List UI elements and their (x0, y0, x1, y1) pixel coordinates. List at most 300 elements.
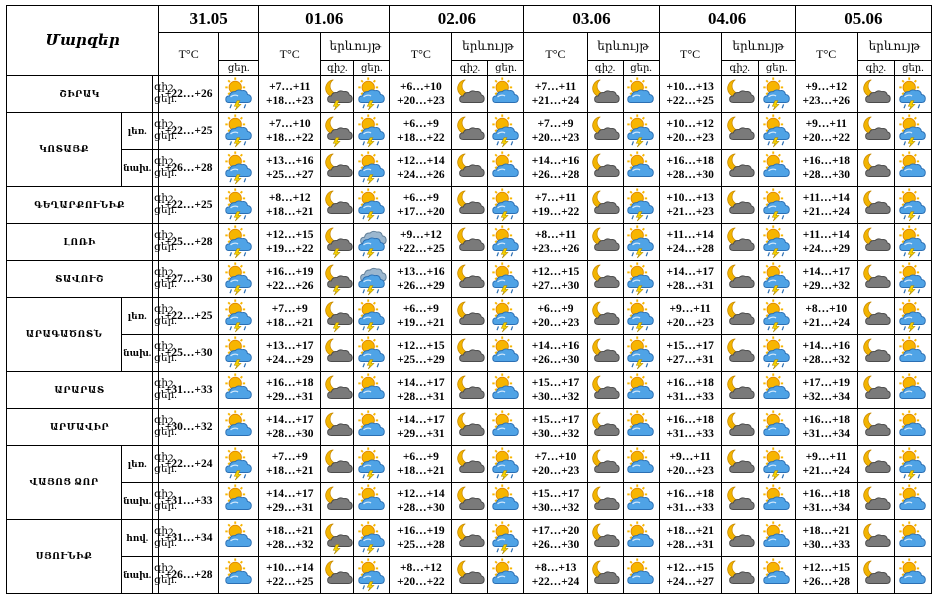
day-temp: +26…+29 (397, 280, 445, 292)
sun-cloud-storm-icon (623, 335, 659, 372)
temperature-cell (795, 446, 857, 483)
sun-cloud-storm-icon (488, 187, 524, 224)
temperature-cell (259, 335, 321, 372)
sun-cloud-storm-icon (219, 150, 259, 187)
day-label: ցեր. (154, 501, 177, 512)
night-temp: +8…+11 (534, 229, 577, 241)
sun-cloud-storm-icon (488, 298, 524, 335)
temperature-cell (259, 187, 321, 224)
day-temp: +18…+23 (265, 95, 314, 107)
temperature-cell (390, 520, 452, 557)
sun-cloud-storm-icon (354, 150, 390, 187)
sun-cloud-icon (219, 483, 259, 520)
night-temp: +16…+18 (666, 155, 714, 167)
temperature-cell (259, 298, 321, 335)
region-name: ԱՐՄԱՎԻՐ (7, 409, 153, 446)
day-temp: +20…+23 (397, 95, 445, 107)
sun-cloud-icon (488, 409, 524, 446)
day-temp: +28…+31 (397, 391, 445, 403)
sun-cloud-icon (623, 483, 659, 520)
day-temp: +18…+22 (265, 132, 314, 144)
day-label: ցեր. (154, 316, 177, 327)
temperature-cell (524, 335, 587, 372)
moon-cloud-icon (721, 520, 758, 557)
moon-cloud-icon (857, 150, 894, 187)
sun-cloud-storm-icon (758, 335, 795, 372)
day-temp: +18…+22 (397, 132, 445, 144)
day-temp: +32…+34 (802, 391, 851, 403)
moon-cloud-icon (452, 224, 488, 261)
region-name: ԿՈՏԱՅՔ (7, 113, 122, 187)
night-temp: +11…+14 (802, 192, 850, 204)
region-name: ԱՐԱՐԱՏ (7, 372, 153, 409)
day-temp: +31…+33 (666, 502, 714, 514)
forecast-row (7, 557, 932, 594)
sun-cloud-storm-icon (219, 224, 259, 261)
night-temp: +12…+15 (397, 340, 445, 352)
night-temp: +14…+17 (666, 266, 714, 278)
day-temp: +18…+21 (397, 465, 445, 477)
region-name: ՇԻՐԱԿ (7, 76, 153, 113)
night-subheader: գիշ. (452, 61, 488, 76)
day-temp: +23…+26 (802, 95, 851, 107)
day-temp: +26…+28 (531, 169, 580, 181)
temperature-cell (795, 520, 857, 557)
day-temp: +21…+24 (531, 95, 580, 107)
day-temp: +30…+32 (531, 502, 580, 514)
day-label: ցեր. (154, 205, 177, 216)
night-label: գիշ. (154, 341, 176, 352)
temperature-cell (659, 298, 721, 335)
sun-cloud-icon (219, 409, 259, 446)
night-temp: +16…+19 (397, 525, 445, 537)
moon-cloud-icon (321, 335, 354, 372)
weather-header: երևույթ (587, 33, 659, 61)
moon-cloud-icon (721, 187, 758, 224)
moon-cloud-icon (587, 557, 623, 594)
day-temp: +31…+34 (802, 502, 851, 514)
moon-cloud-icon (452, 483, 488, 520)
day-temp: +24…+29 (802, 243, 851, 255)
sun-cloud-icon (894, 372, 931, 409)
forecast-row (7, 76, 932, 113)
sun-cloud-storm-icon (894, 298, 931, 335)
moon-cloud-icon (587, 483, 623, 520)
day-label: ցեր. (154, 94, 177, 105)
day-temp: +28…+30 (802, 169, 851, 181)
day-temp: +20…+23 (531, 465, 580, 477)
temperature-cell (259, 446, 321, 483)
sun-cloud-storm-icon (219, 187, 259, 224)
sun-cloud-storm-icon (623, 298, 659, 335)
moon-cloud-icon (721, 557, 758, 594)
temperature-cell: +31…+33 (159, 372, 219, 409)
night-temp: +6…+9 (402, 192, 439, 204)
sun-cloud-storm-icon (623, 187, 659, 224)
night-temp: +14…+16 (531, 155, 580, 167)
sun-cloud-storm-icon (219, 335, 259, 372)
temperature-cell (795, 298, 857, 335)
night-temp: +12…+15 (666, 562, 714, 574)
sun-cloud-icon (488, 335, 524, 372)
sun-cloud-icon (894, 520, 931, 557)
subregion-label: նախ. (122, 335, 153, 372)
temperature-cell (390, 372, 452, 409)
night-label: գիշ. (154, 489, 176, 500)
sun-cloud-icon (894, 557, 931, 594)
sun-cloud-icon (488, 372, 524, 409)
night-subheader: գիշ. (857, 61, 894, 76)
night-temp: +6…+9 (402, 118, 439, 130)
sun-cloud-storm-icon (488, 224, 524, 261)
night-temp: +17…+20 (531, 525, 580, 537)
moon-cloud-icon (721, 298, 758, 335)
moon-cloud-icon (452, 372, 488, 409)
night-temp: +12…+14 (397, 155, 445, 167)
temperature-cell (795, 409, 857, 446)
moon-cloud-icon (452, 335, 488, 372)
date-header: 31.05 (159, 6, 259, 33)
moon-cloud-storm-icon (321, 298, 354, 335)
night-temp: +7…+11 (269, 81, 311, 93)
temperature-cell (524, 557, 587, 594)
night-label: գիշ. (154, 378, 176, 389)
day-temp: +31…+34 (802, 428, 851, 440)
moon-cloud-icon (721, 224, 758, 261)
day-label: ցեր. (154, 390, 177, 401)
day-temp: +20…+23 (666, 132, 714, 144)
sun-cloud-icon (894, 150, 931, 187)
night-temp: +14…+17 (265, 488, 314, 500)
moon-cloud-icon (857, 76, 894, 113)
temperature-cell (524, 261, 587, 298)
moon-cloud-icon (452, 446, 488, 483)
temperature-cell (524, 409, 587, 446)
day-temp: +30…+33 (802, 539, 851, 551)
moon-cloud-icon (857, 520, 894, 557)
night-temp: +9…+11 (669, 303, 711, 315)
night-temp: +15…+17 (531, 414, 580, 426)
moon-cloud-storm-icon (321, 224, 354, 261)
day-temp: +18…+21 (265, 317, 314, 329)
day-temp: +26…+30 (531, 354, 580, 366)
sun-cloud-icon (758, 520, 795, 557)
day-temp: +29…+31 (265, 502, 314, 514)
sun-cloud-icon (219, 372, 259, 409)
moon-cloud-icon (721, 76, 758, 113)
night-temp: +11…+14 (666, 229, 714, 241)
temperature-cell (390, 150, 452, 187)
night-temp: +10…+13 (666, 192, 714, 204)
night-temp: +13…+17 (265, 340, 314, 352)
temp-header: T°C (524, 33, 587, 76)
temperature-cell: +22…+25 (159, 187, 219, 224)
night-temp: +12…+15 (531, 266, 580, 278)
moon-cloud-icon (587, 150, 623, 187)
day-temp: +25…+28 (397, 539, 445, 551)
forecast-row (7, 224, 932, 261)
temperature-cell (795, 187, 857, 224)
temperature-cell (659, 483, 721, 520)
temperature-cell (795, 483, 857, 520)
night-temp: +14…+17 (802, 266, 851, 278)
day-temp: +25…+29 (397, 354, 445, 366)
night-temp: +15…+17 (531, 377, 580, 389)
day-temp: +19…+22 (531, 206, 580, 218)
moon-cloud-icon (857, 483, 894, 520)
temperature-cell (259, 372, 321, 409)
night-temp: +12…+15 (802, 562, 851, 574)
day-temp: +27…+31 (666, 354, 714, 366)
temp-header: T°C (159, 33, 219, 76)
night-subheader: գիշ. (587, 61, 623, 76)
temperature-cell: +25…+30 (159, 335, 219, 372)
night-temp: +14…+17 (265, 414, 314, 426)
temperature-cell (659, 520, 721, 557)
subregion-label: նախ. (122, 557, 153, 594)
temperature-cell (524, 446, 587, 483)
forecast-row (7, 150, 932, 187)
night-temp: +10…+14 (265, 562, 314, 574)
sun-cloud-storm-icon (354, 187, 390, 224)
sun-cloud-storm-icon (894, 446, 931, 483)
night-label: գիշ. (154, 230, 176, 241)
temperature-cell (659, 150, 721, 187)
moon-cloud-icon (452, 409, 488, 446)
moon-cloud-storm-icon (321, 113, 354, 150)
day-temp: +28…+31 (666, 539, 714, 551)
day-temp: +22…+25 (265, 576, 314, 588)
night-temp: +9…+12 (399, 229, 442, 241)
day-temp: +28…+31 (666, 280, 714, 292)
temperature-cell: +22…+26 (159, 76, 219, 113)
forecast-table (6, 5, 932, 594)
sun-cloud-storm-icon (758, 446, 795, 483)
sun-cloud-icon (219, 520, 259, 557)
night-temp: +14…+16 (531, 340, 580, 352)
region-name: ՍՅՈՒՆԻՔ (7, 520, 122, 594)
night-temp: +14…+17 (397, 414, 445, 426)
forecast-row (7, 483, 932, 520)
sun-cloud-storm-icon (758, 298, 795, 335)
day-temp: +28…+30 (397, 502, 445, 514)
moon-cloud-storm-icon (321, 76, 354, 113)
day-temp: +21…+24 (802, 317, 851, 329)
sun-cloud-storm-icon (488, 113, 524, 150)
day-label: ցեր. (154, 538, 177, 549)
day-label: ցեր. (154, 131, 177, 142)
day-temp: +20…+22 (397, 576, 445, 588)
temperature-cell (659, 261, 721, 298)
day-temp: +20…+22 (802, 132, 851, 144)
sun-cloud-icon (623, 409, 659, 446)
sun-cloud-storm-icon (623, 261, 659, 298)
temperature-cell (259, 409, 321, 446)
night-temp: +18…+21 (802, 525, 851, 537)
sun-cloud-storm-icon (219, 76, 259, 113)
sun-cloud-icon (219, 557, 259, 594)
moon-cloud-icon (857, 224, 894, 261)
day-temp: +17…+20 (397, 206, 445, 218)
sun-cloud-icon (758, 483, 795, 520)
night-label: գիշ. (154, 563, 176, 574)
temperature-cell (795, 224, 857, 261)
sun-cloud-storm-icon (219, 298, 259, 335)
day-label: ցեր. (154, 168, 177, 179)
day-temp: +29…+32 (802, 280, 851, 292)
temperature-cell (659, 76, 721, 113)
temperature-cell: +25…+28 (159, 224, 219, 261)
sun-cloud-storm-icon (354, 76, 390, 113)
day-subheader: ցեր. (488, 61, 524, 76)
subregion-label: նախ. (122, 483, 153, 520)
sun-cloud-storm-icon (758, 76, 795, 113)
night-temp: +7…+9 (271, 451, 308, 463)
moon-cloud-icon (587, 113, 623, 150)
night-label: գիշ. (154, 415, 176, 426)
weather-header: երևույթ (452, 33, 524, 61)
temperature-cell (259, 224, 321, 261)
sun-cloud-storm-icon (758, 113, 795, 150)
temperature-cell (524, 150, 587, 187)
day-label: ցեր. (154, 353, 177, 364)
temperature-cell: +26…+28 (159, 557, 219, 594)
moon-cloud-icon (452, 113, 488, 150)
sun-cloud-icon (758, 150, 795, 187)
temperature-cell (659, 409, 721, 446)
sun-cloud-icon (488, 483, 524, 520)
moon-cloud-icon (452, 520, 488, 557)
sun-cloud-icon (623, 150, 659, 187)
night-temp: +10…+12 (666, 118, 714, 130)
day-label: ցեր. (154, 427, 177, 438)
night-temp: +8…+12 (268, 192, 311, 204)
temperature-cell (524, 113, 587, 150)
moon-cloud-icon (321, 150, 354, 187)
temperature-cell (795, 372, 857, 409)
night-label: գիշ. (154, 156, 176, 167)
night-temp: +18…+21 (666, 525, 714, 537)
sun-cloud-storm-icon (488, 446, 524, 483)
date-header: 04.06 (659, 6, 795, 33)
moon-cloud-icon (721, 150, 758, 187)
night-temp: +9…+11 (805, 451, 847, 463)
temperature-cell (390, 557, 452, 594)
temperature-cell: +22…+25 (159, 298, 219, 335)
regions-header: Մարզեր (7, 6, 159, 76)
temperature-cell (795, 261, 857, 298)
day-temp: +20…+23 (531, 132, 580, 144)
day-temp: +22…+26 (265, 280, 314, 292)
day-subheader: ցեր. (354, 61, 390, 76)
moon-cloud-icon (587, 224, 623, 261)
night-temp: +18…+21 (265, 525, 314, 537)
day-label: ցեր. (154, 464, 177, 475)
night-label: գիշ. (154, 119, 176, 130)
sun-cloud-icon (354, 409, 390, 446)
sun-cloud-icon (488, 557, 524, 594)
sun-cloud-storm-icon (758, 187, 795, 224)
moon-cloud-icon (587, 372, 623, 409)
day-subheader: ցեր. (219, 61, 259, 76)
temperature-cell (390, 409, 452, 446)
moon-cloud-icon (587, 261, 623, 298)
night-temp: +16…+18 (666, 377, 714, 389)
night-temp: +7…+10 (534, 451, 577, 463)
sun-cloud-icon (623, 372, 659, 409)
sun-cloud-storm-icon (354, 298, 390, 335)
night-temp: +12…+14 (397, 488, 445, 500)
day-temp: +25…+27 (265, 169, 314, 181)
day-temp: +20…+23 (666, 465, 714, 477)
temperature-cell (259, 483, 321, 520)
temperature-cell (390, 224, 452, 261)
moon-cloud-icon (721, 335, 758, 372)
temp-header: T°C (659, 33, 721, 76)
temperature-cell (524, 483, 587, 520)
temperature-cell (659, 187, 721, 224)
night-temp: +9…+11 (669, 451, 711, 463)
night-temp: +7…+11 (534, 81, 577, 93)
temperature-cell: +22…+25 (159, 113, 219, 150)
temperature-cell (390, 446, 452, 483)
temperature-cell (524, 76, 587, 113)
temperature-cell (390, 76, 452, 113)
night-temp: +12…+15 (265, 229, 314, 241)
sun-cloud-icon (758, 409, 795, 446)
forecast-row (7, 372, 932, 409)
sun-cloud-icon (623, 76, 659, 113)
temperature-cell (659, 557, 721, 594)
day-temp: +28…+32 (265, 539, 314, 551)
day-temp: +24…+29 (265, 354, 314, 366)
temperature-cell: +27…+30 (159, 261, 219, 298)
temperature-cell (390, 335, 452, 372)
forecast-row (7, 113, 932, 150)
temperature-cell: +22…+24 (159, 446, 219, 483)
moon-cloud-icon (321, 483, 354, 520)
moon-cloud-icon (721, 446, 758, 483)
night-temp: +6…+9 (402, 303, 439, 315)
region-name: ԱՐԱԳԱԾՈՏՆ (7, 298, 122, 372)
temperature-cell (259, 520, 321, 557)
temperature-cell (524, 520, 587, 557)
night-temp: +7…+9 (271, 303, 308, 315)
day-subheader: ցեր. (894, 61, 931, 76)
night-temp: +8…+13 (534, 562, 577, 574)
moon-cloud-icon (857, 557, 894, 594)
temperature-cell (795, 113, 857, 150)
night-temp: +15…+17 (531, 488, 580, 500)
temperature-cell (659, 113, 721, 150)
sun-cloud-storm-icon (758, 224, 795, 261)
day-temp: +20…+23 (531, 317, 580, 329)
night-temp: +6…+10 (399, 81, 442, 93)
day-temp: +28…+30 (265, 428, 314, 440)
weather-header-empty (219, 33, 259, 61)
night-label: գիշ. (154, 304, 176, 315)
temperature-cell (795, 557, 857, 594)
sun-cloud-storm-icon (354, 335, 390, 372)
sun-cloud-storm-icon (623, 113, 659, 150)
cloud-storm-icon (354, 224, 390, 261)
night-temp: +16…+18 (666, 414, 714, 426)
day-subheader: ցեր. (758, 61, 795, 76)
subregion-label: լեռ. (122, 113, 153, 150)
forecast-row (7, 409, 932, 446)
temperature-cell (390, 113, 452, 150)
weather-header: երևույթ (857, 33, 931, 61)
